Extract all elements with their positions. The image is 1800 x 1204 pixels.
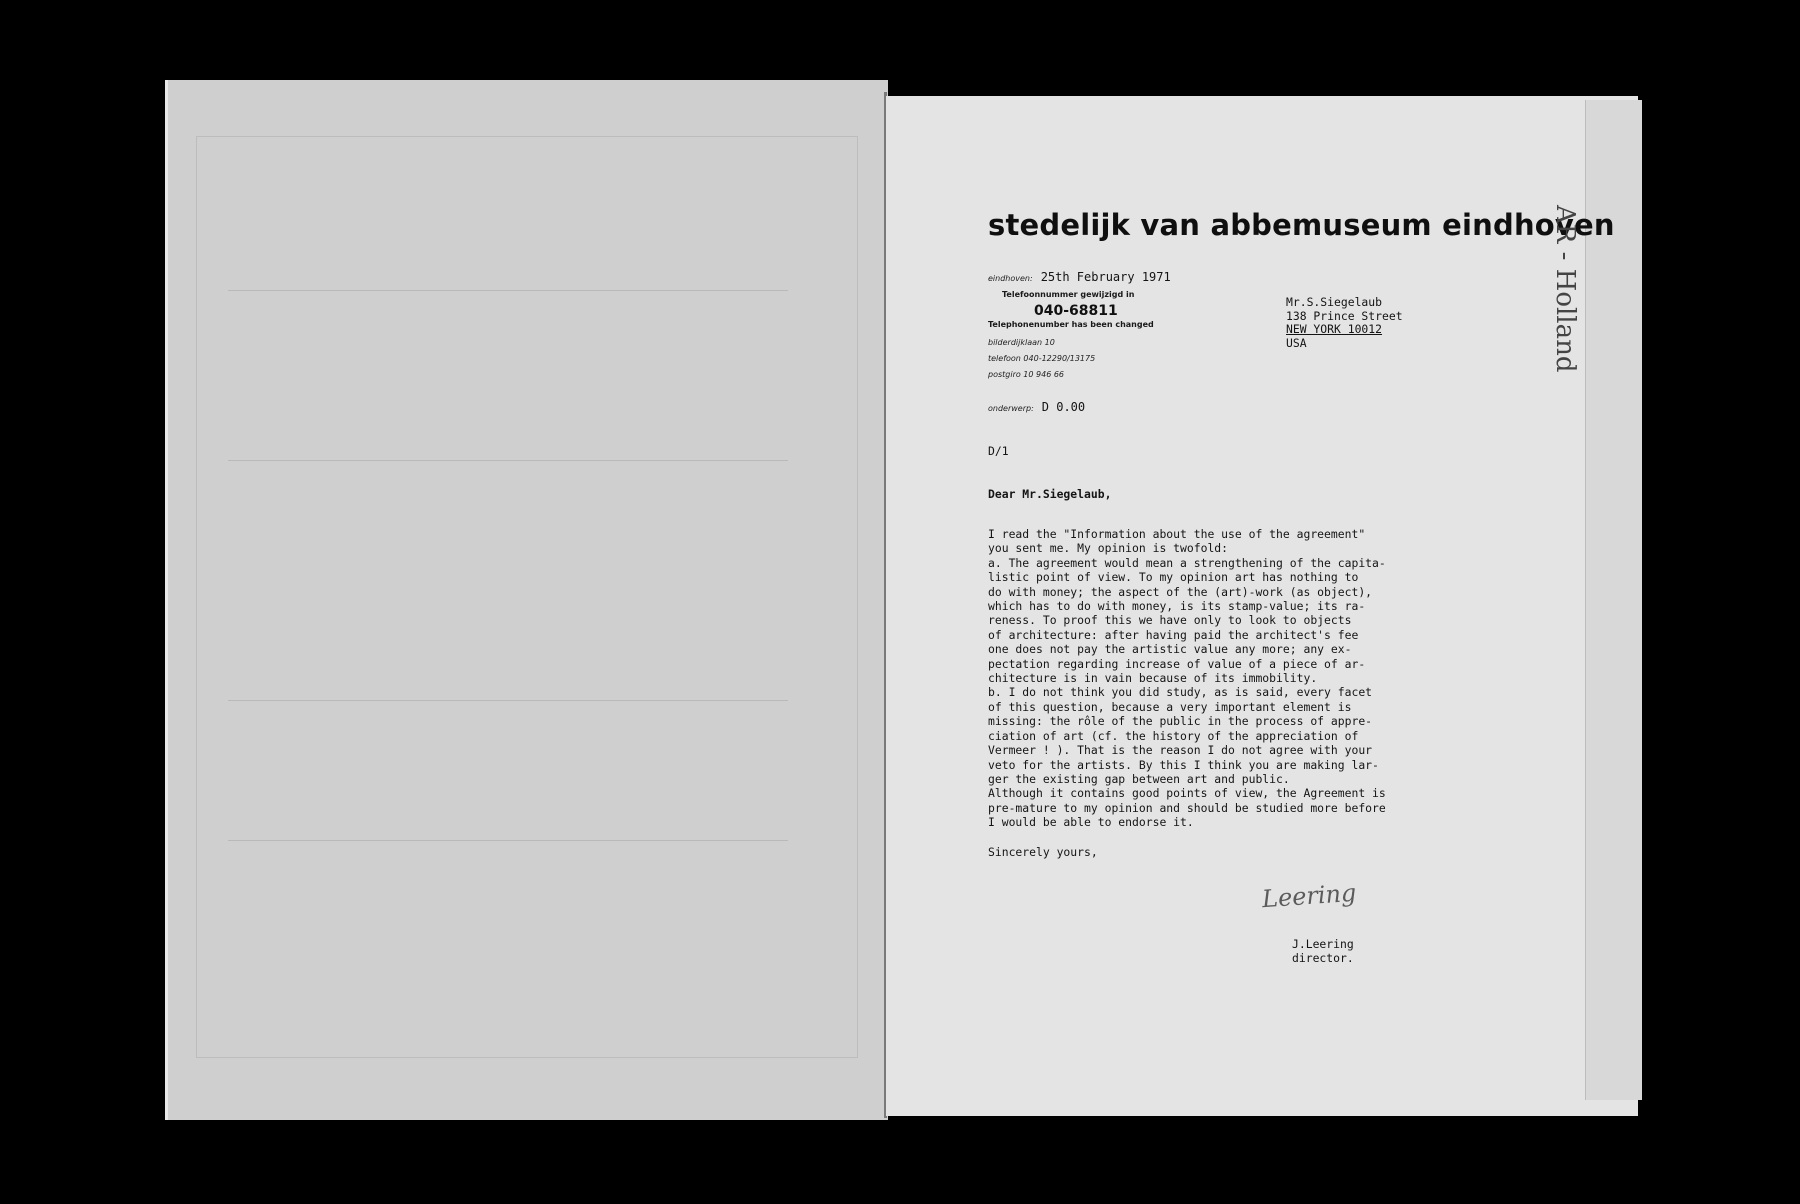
- letter-date: 25th February 1971: [1040, 270, 1171, 284]
- body-line: I would be able to endorse it.: [988, 815, 1194, 830]
- giro-line: postgiro 10 946 66: [988, 370, 1065, 379]
- body-line: do with money; the aspect of the (art)-work (as object),: [988, 584, 1373, 599]
- signature-scrawl: Leering: [1261, 878, 1358, 914]
- bleed-line: [228, 700, 788, 701]
- page-edge: [1585, 100, 1642, 1100]
- signature-block: [1292, 937, 1354, 965]
- body-line: you sent me. My opinion is twofold:: [988, 541, 1229, 556]
- subject-value: D 0.00: [1041, 400, 1086, 414]
- phone-changed-label: Telefoonnummer gewijzigd in: [1002, 290, 1135, 299]
- body-line: ger the existing gap between art and public.: [988, 771, 1290, 786]
- reference: D/1: [988, 444, 1009, 458]
- signature-name: J.Leering: [1292, 937, 1354, 951]
- body-line: Vermeer ! ). That is the reason I do not agree with your: [988, 743, 1373, 758]
- body-line: veto for the artists. By this I think you are making lar-: [988, 757, 1379, 772]
- recipient-country: USA: [1286, 335, 1307, 350]
- subject-line: [988, 398, 1085, 416]
- body-line: reness. To proof this we have only to look to objects: [988, 613, 1352, 628]
- left-page-frame: [196, 136, 858, 1058]
- body-line: listic point of view. To my opinion art has nothing to: [988, 570, 1359, 585]
- body-line: which has to do with money, is its stamp-value; its ra-: [988, 599, 1366, 614]
- body-line: one does not pay the artistic value any more; any ex-: [988, 642, 1352, 657]
- body-line: of this question, because a very important element is: [988, 699, 1352, 714]
- body-line: a. The agreement would mean a strengthening of the capita-: [988, 555, 1386, 570]
- body-line: I read the "Information about the use of the agreement": [988, 527, 1366, 541]
- address-line: bilderdijklaan 10: [988, 338, 1055, 347]
- body-line: missing: the rôle of the public in the process of appre-: [988, 714, 1373, 729]
- place-label: eindhoven:: [988, 274, 1033, 283]
- body-line: Although it contains good points of view, the Agreement is: [988, 786, 1386, 801]
- body-line: of architecture: after having paid the architect's fee: [988, 627, 1359, 642]
- recipient-name: Mr.S.Siegelaub: [1286, 295, 1383, 309]
- body-line: chitecture is in vain because of its immobility.: [988, 671, 1318, 686]
- body-line: b. I do not think you did study, as is said, every facet: [988, 685, 1373, 700]
- museum-title: stedelijk van abbemuseum eindhoven: [988, 208, 1615, 242]
- phone-new: 040-68811: [1034, 303, 1118, 319]
- salutation: Dear Mr.Siegelaub,: [988, 487, 1112, 501]
- body-line: pectation regarding increase of value of a piece of ar-: [988, 656, 1366, 671]
- recipient-street: 138 Prince Street: [1286, 308, 1403, 323]
- signature-title: director.: [1292, 951, 1354, 965]
- subject-label: onderwerp:: [988, 404, 1034, 413]
- phone-changed-label-en: Telephonenumber has been changed: [988, 320, 1154, 329]
- recipient-city: NEW YORK 10012: [1286, 322, 1383, 336]
- date-line: [988, 268, 1171, 286]
- left-page: [165, 80, 888, 1120]
- bleed-line: [228, 840, 788, 841]
- bleed-line: [228, 290, 788, 291]
- body-line: ciation of art (cf. the history of the appreciation of: [988, 728, 1359, 743]
- closing: Sincerely yours,: [988, 845, 1098, 859]
- body-line: pre-mature to my opinion and should be studied more before: [988, 800, 1386, 815]
- phone-line: telefoon 040-12290/13175: [988, 354, 1096, 363]
- margin-note: AR - Holland: [1550, 205, 1580, 373]
- recipient-block: [1286, 296, 1403, 350]
- letter-body: [988, 527, 1458, 830]
- bleed-line: [228, 460, 788, 461]
